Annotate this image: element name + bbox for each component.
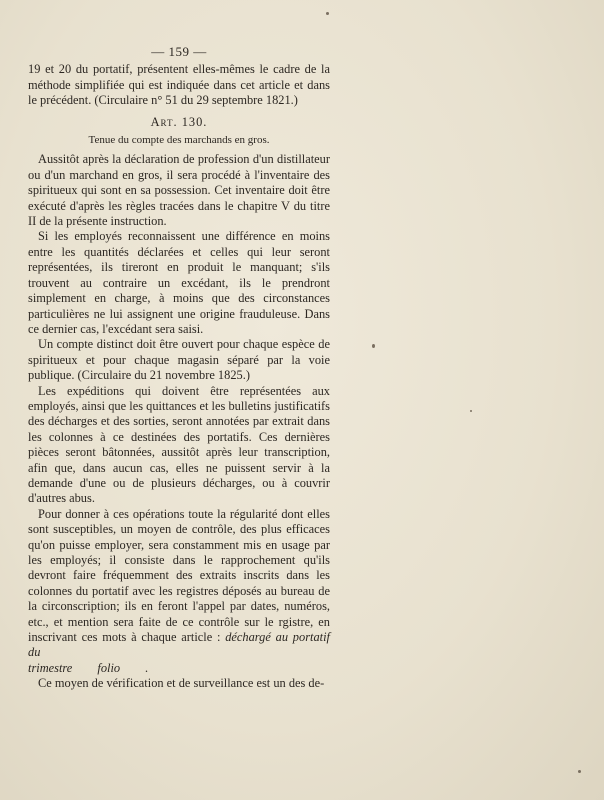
paper-speck xyxy=(578,770,581,773)
paper-speck xyxy=(326,12,329,15)
paragraph-5 xyxy=(28,507,330,661)
paper-speck xyxy=(470,410,472,412)
article-heading: Art. 130. xyxy=(150,114,208,129)
article-subtitle: Tenue du compte des marchands en gros. xyxy=(88,134,270,147)
paragraph-2: Si les employés reconnaissent une différence en moins entre les quantités déclarées et celles qui leur seront représentées, ils tireront en produit le manquant; s'ils trouvent au contraire un excédant, ils le prendront simplement en charge, à moins que des circonstances particulières ne lui assignent une origine frauduleuse. Dans ce dernier cas, l'excédant sera saisi. xyxy=(28,229,330,336)
text-column xyxy=(28,44,330,692)
continuation-paragraph: 19 et 20 du portatif, présentent elles-mêmes le cadre de la méthode simplifiée qui est indiquée dans cet article et dans le précédent. (Circulaire n° 51 du 29 septembre 1821.) xyxy=(28,62,330,108)
paragraph-4: Les expéditions qui doivent être représentées aux employés, ainsi que les quittances et les bulletins justificatifs des décharges et des sorties, seront annotées par extrait dans les colonnes à ce destinées des portatifs. Ces dernières pièces seront bâtonnées, aussitôt après leur transcription, afin que, dans aucun cas, elles ne puissent servir à la demande d'une ou de plusieurs décharges, ou à couvrir d'autres abus. xyxy=(28,383,330,506)
paragraph-5-italic: déchargé au portatif du xyxy=(28,630,330,660)
blank-folio: folio xyxy=(97,660,121,675)
page-number: — 159 — xyxy=(151,44,207,59)
paragraph-3: Un compte distinct doit être ouvert pour chaque espèce de spiritueux et pour chaque magasin séparé par la voie publique. (Circulaire du 21 novembre 1825.) xyxy=(28,337,330,383)
paragraph-1: Aussitôt après la déclaration de profession d'un distillateur ou d'un marchand en gros, il sera procédé à l'inventaire des spiritueux qui sont en sa possession. Cet inventaire doit être exécuté d'après les règles tracées dans le chapitre V du titre II de la présente instruction. xyxy=(28,152,330,229)
blank-trimestre: trimestre xyxy=(28,660,73,675)
form-blank-line xyxy=(28,661,330,676)
paragraph-5-text: Pour donner à ces opérations toute la régularité dont elles sont susceptibles, un moyen de contrôle, des plus efficaces qu'on puisse employer, sera constamment mis en usage par les employés; il consiste dans le rapprochement qu'ils devront faire fréquemment des extraits inscrits dans les colonnes du portatif avec les registres déposés au bureau de la circonscription; ils en feront l'appel par dates, numéros, etc., et mention sera faite de ce contrôle sur le rgistre, en inscrivant ces mots à chaque article : xyxy=(28,506,330,645)
final-line: Ce moyen de vérification et de surveillance est un des de- xyxy=(38,676,325,691)
paper-speck xyxy=(372,344,375,348)
blank-dot: . xyxy=(145,660,149,675)
